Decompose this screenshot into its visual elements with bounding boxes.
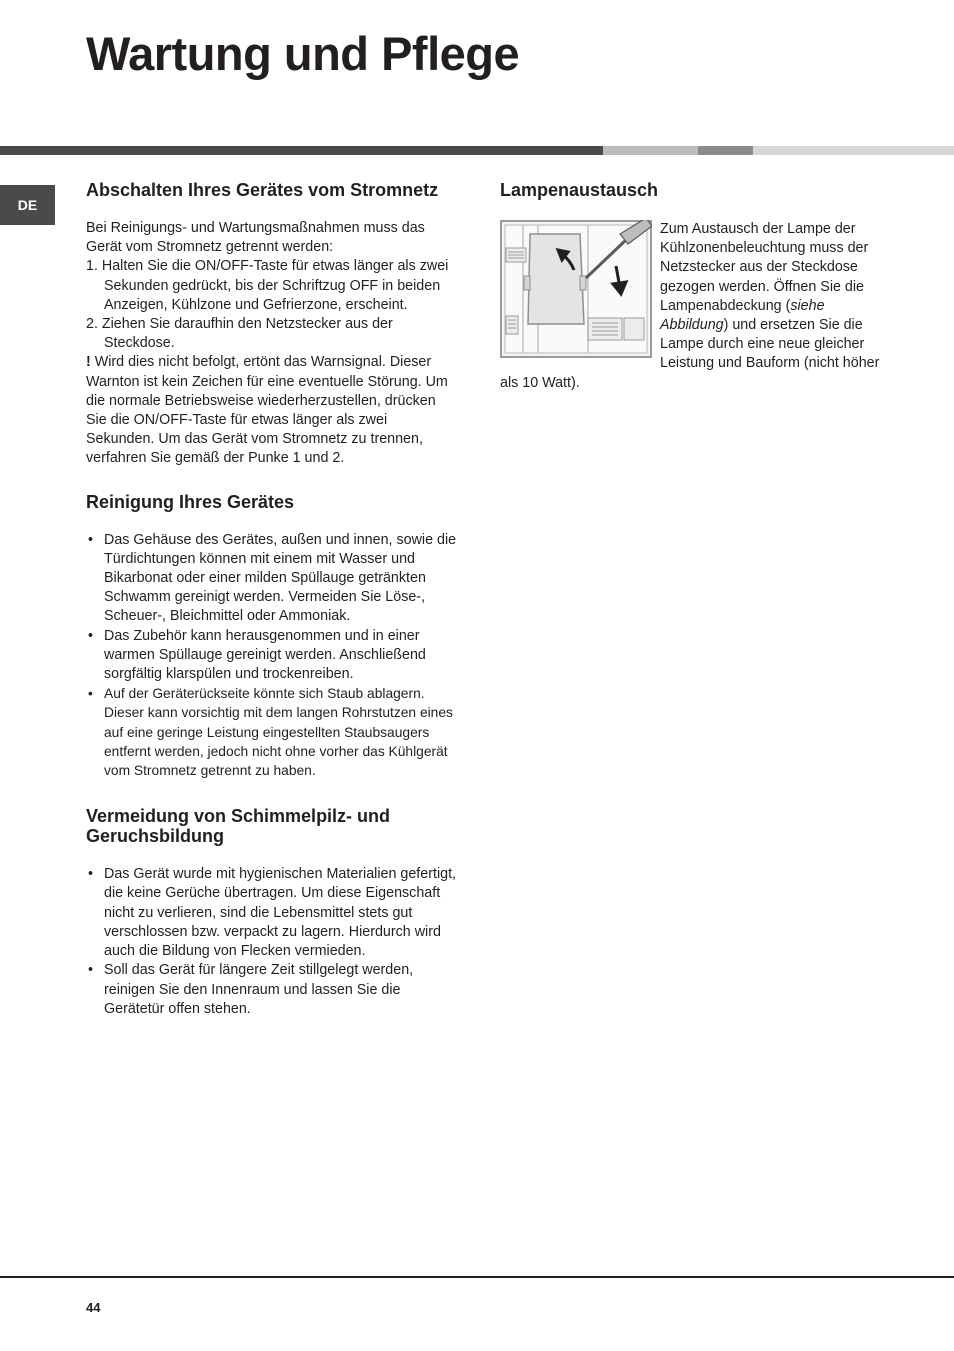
disconnect-step-1: 1. Halten Sie die ON/OFF-Taste für etwas länger als zwei Sekunden gedrückt, bis der Schriftzug OFF in beiden Anzeigen, Kühlzone und Gefrierzone, erscheint. xyxy=(86,258,449,313)
list-item: • Das Gerät wurde mit hygienischen Materialien gefertigt, die keine Gerüche übertragen. Um diese Eigenschaft nicht zu verlieren, sind die Lebensmittel stets gut verschlossen bzw. verpackt zu lagern. Hierdurch wird auch die Bildung von Flecken vermieden. xyxy=(86,865,458,961)
list-item: • Das Zubehör kann herausgenommen und in einer warmen Spüllauge gereinigt werden. Anschließend sorgfältig klarspülen und trockenreiben. xyxy=(86,627,458,685)
warning-mark: ! xyxy=(86,354,91,371)
section-mould xyxy=(86,806,458,1019)
header-rule-segment xyxy=(753,146,954,155)
disconnect-step-2: 2. Ziehen Sie daraufhin den Netzstecker aus der Steckdose. xyxy=(86,316,393,352)
section-lamp xyxy=(500,180,885,393)
cleaning-list xyxy=(86,531,458,781)
mould-list xyxy=(86,865,458,1019)
section-heading-disconnect: Abschalten Ihres Gerätes vom Stromnetz xyxy=(86,180,439,200)
list-item: • Auf der Geräterückseite könnte sich Staub ablagern. Dieser kann vorsichtig mit dem langen Rohrstutzen eines auf eine geringe Leistung eingestellten Staubsaugers entfernt werden, jedoch nicht ohne vorher das Kühlgerät vom Stromnetz getrennt zu haben. xyxy=(86,684,458,780)
section-cleaning xyxy=(86,492,458,781)
lamp-cover xyxy=(524,234,586,324)
lamp-replacement-illustration xyxy=(500,220,652,358)
section-disconnect xyxy=(86,180,458,469)
lamp-text-after: ) und ersetzen Sie die Lampe durch eine neue gleicher Leistung und Bauform (nicht höher als 10 Watt). xyxy=(500,317,880,391)
warning-paragraph xyxy=(86,353,458,468)
list-item: • Das Gehäuse des Gerätes, außen und innen, sowie die Türdichtungen können mit einem mit Wasser und Bikarbonat oder einer milden Spüllauge getränkten Schwamm gereinigt werden. Vermeiden Sie Löse-, Scheuer-, Bleichmittel oder Ammoniak. xyxy=(86,531,458,627)
section-heading-mould: Vermeidung von Schimmelpilz- und Geruchsbildung xyxy=(86,806,391,847)
warning-text: Wird dies nicht befolgt, ertönt das Warnsignal. Dieser Warnton ist kein Zeichen für eine eventuelle Störung. Um die normale Betriebsweise wiederherzustellen, drücken Sie die ON/OFF-Taste für etwas länger als zwei Sekunden. Um das Gerät vom Stromnetz zu trennen, verfahren Sie gemäß der Punke 1 und 2. xyxy=(86,354,448,467)
lamp-text-before: Zum Austausch der Lampe der Kühlzonenbeleuchtung muss der Netzstecker aus der Steckdose gezogen werden. Öffnen Sie die Lampenabdeckung ( xyxy=(660,221,869,314)
section-heading-lamp: Lampenaustausch xyxy=(500,180,659,200)
header-rule-segment xyxy=(603,146,698,155)
section-heading-cleaning: Reinigung Ihres Gerätes xyxy=(86,491,295,512)
page-number: 44 xyxy=(86,1300,101,1315)
left-column xyxy=(86,180,458,1019)
disconnect-intro: Bei Reinigungs- und Wartungsmaßnahmen muss das Gerät vom Stromnetz getrennt werden: xyxy=(86,220,425,256)
language-tab: DE xyxy=(0,185,55,225)
header-rule-segment xyxy=(698,146,753,155)
page-title: Wartung und Pflege xyxy=(86,27,520,80)
lamp-text-italic: siehe Abbildung xyxy=(660,297,825,334)
list-item: • Soll das Gerät für längere Zeit stillgelegt werden, reinigen Sie den Innenraum und lassen Sie die Gerätetür offen stehen. xyxy=(86,961,458,1019)
header-rule-segment xyxy=(0,146,603,155)
right-column xyxy=(500,180,885,393)
footer-rule xyxy=(0,1276,954,1278)
